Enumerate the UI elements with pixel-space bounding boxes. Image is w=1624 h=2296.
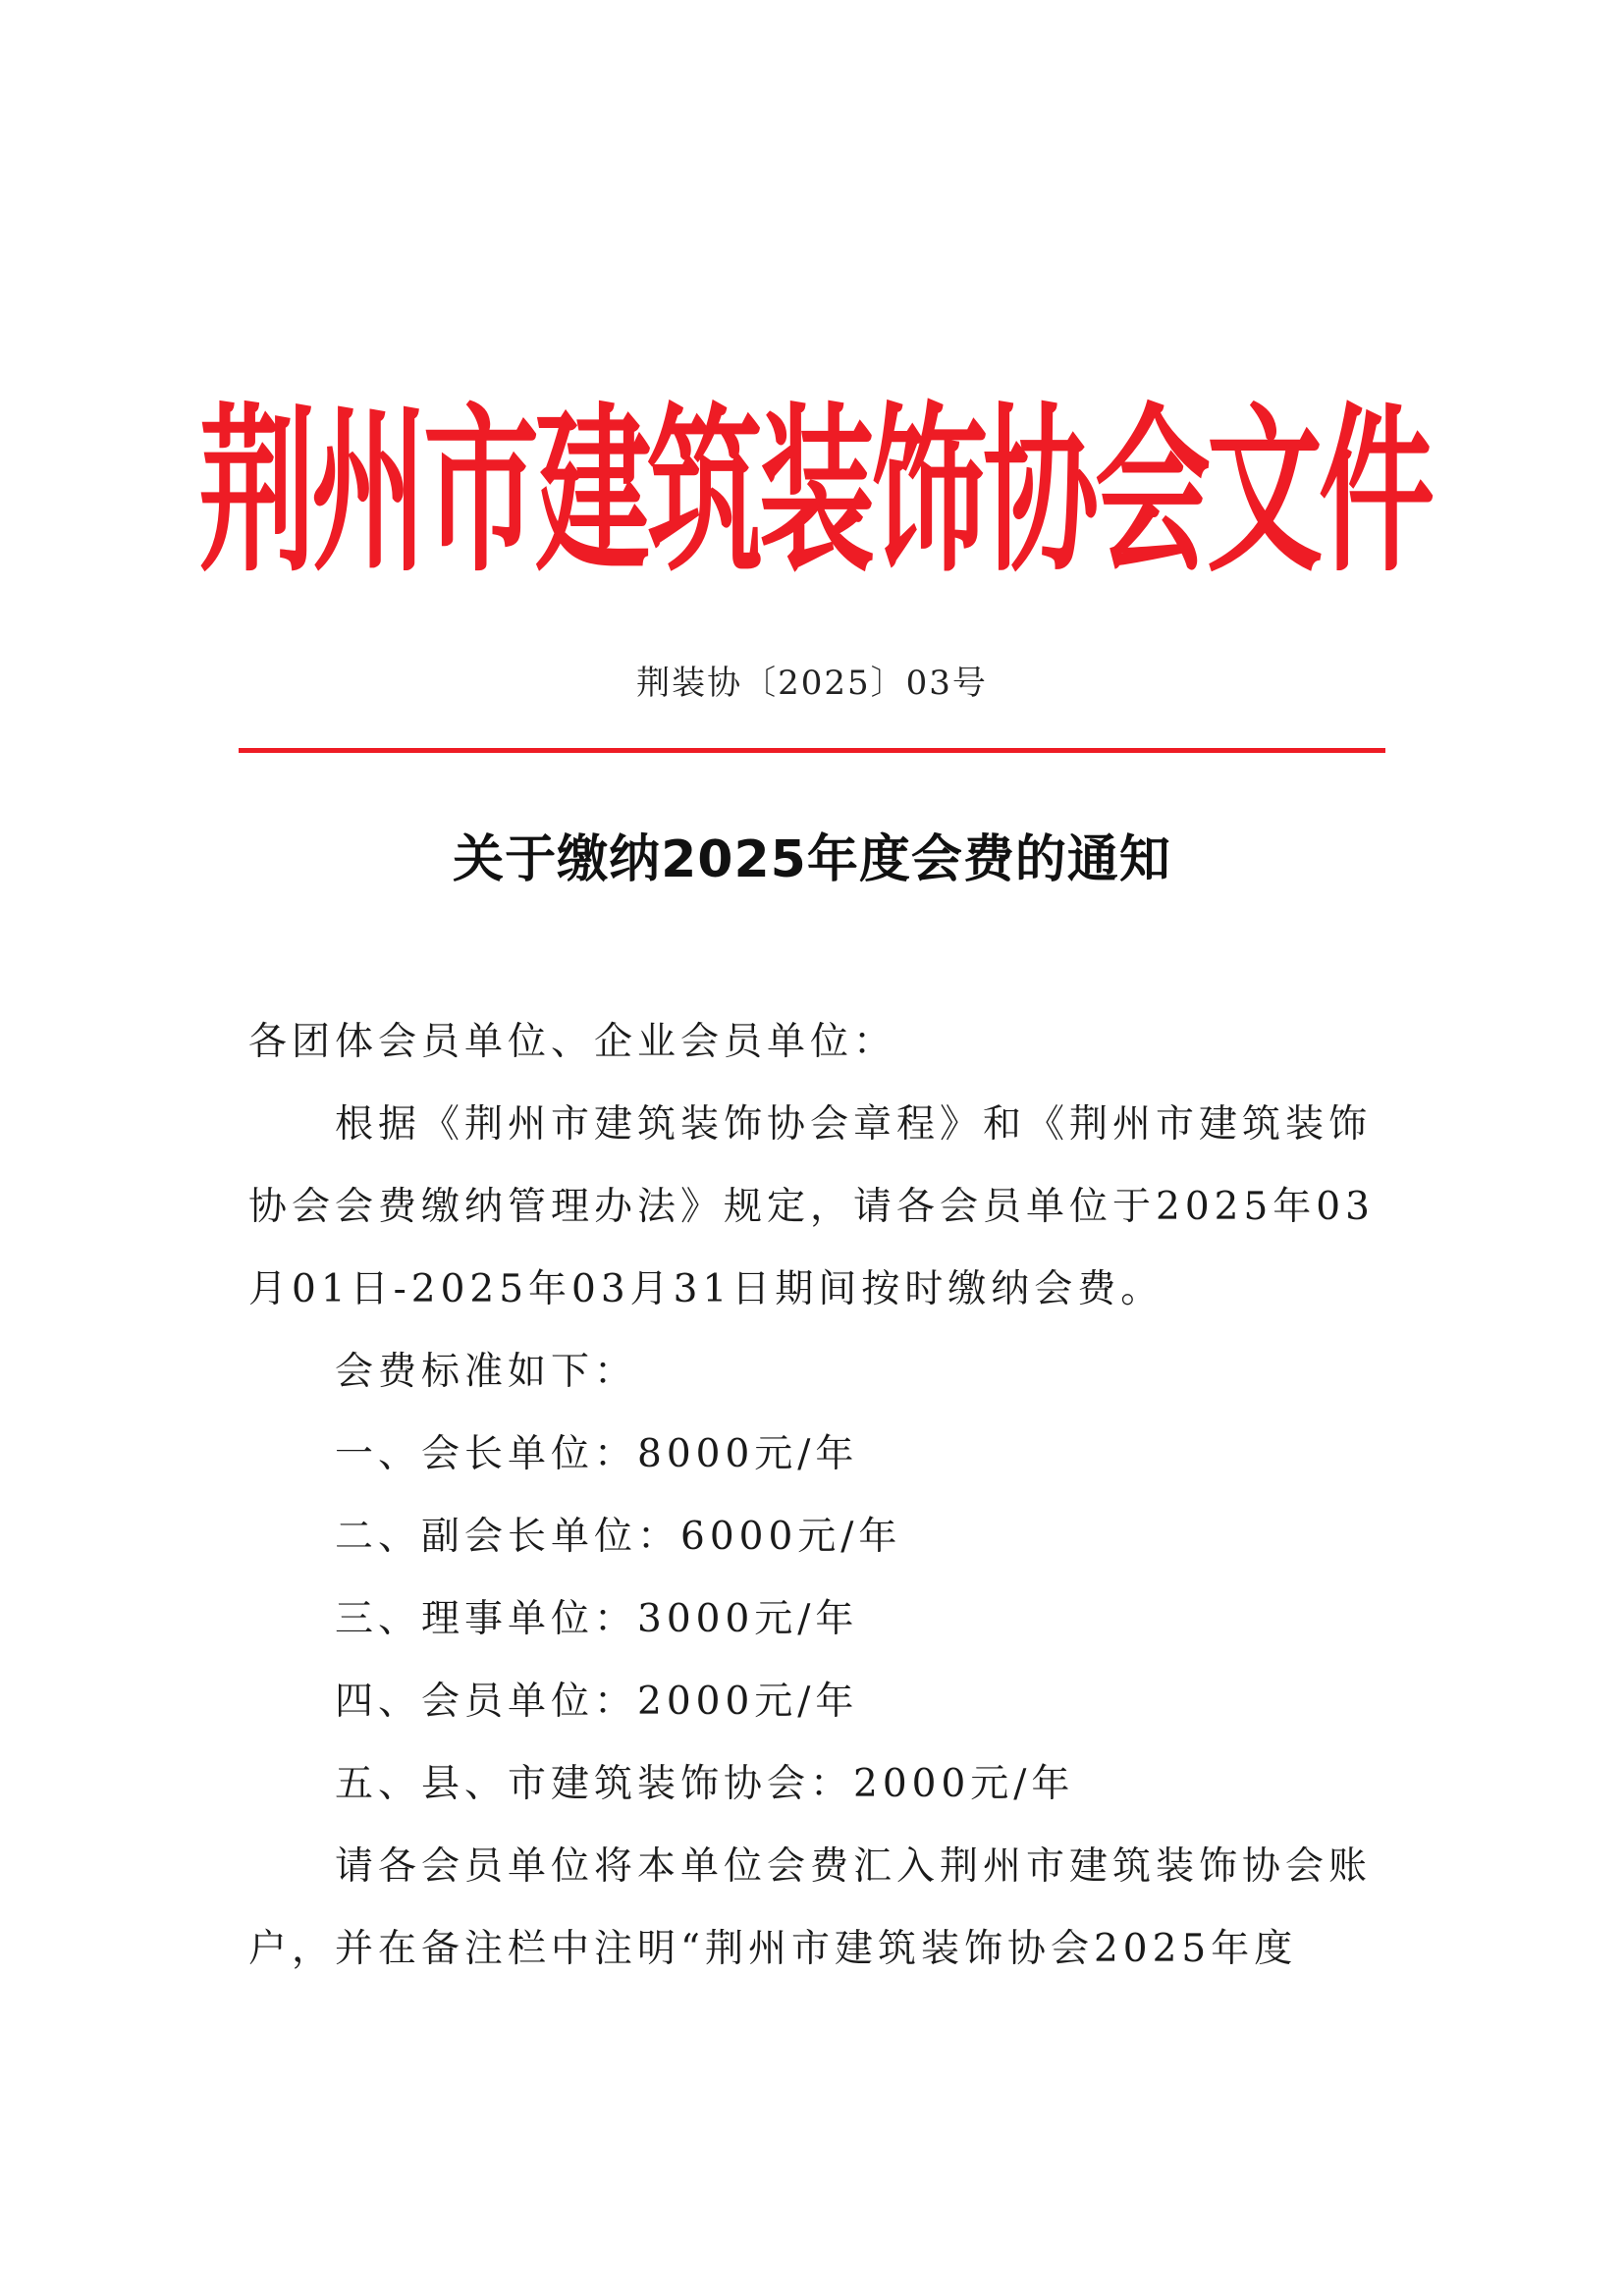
fee-item-vice-president: 二、副会长单位：6000元/年 [335, 1515, 902, 1559]
fee-item-member: 四、会员单位：2000元/年 [335, 1680, 859, 1724]
notice-body [248, 1001, 1397, 1991]
notice-title: 关于缴纳2025年度会费的通知 [453, 830, 1171, 889]
fee-item-county-association: 五、县、市建筑装饰协会：2000元/年 [335, 1762, 1075, 1806]
fee-intro: 会费标准如下： [335, 1350, 638, 1394]
paragraph-regulation: 根据《荆州市建筑装饰协会章程》和《荆州市建筑装饰协会会费缴纳管理办法》规定，请各会员单位于2025年03月01日-2025年03月31日期间按时缴纳会费。 [248, 1102, 1375, 1311]
fee-item-president: 一、会长单位：8000元/年 [335, 1432, 859, 1476]
paragraph-payment: 请各会员单位将本单位会费汇入荆州市建筑装饰协会账户，并在备注栏中注明“荆州市建筑装饰协会2025年度 [248, 1844, 1373, 1971]
salutation: 各团体会员单位、企业会员单位： [248, 1020, 897, 1064]
red-divider [239, 748, 1385, 753]
fee-item-director: 三、理事单位：3000元/年 [335, 1597, 859, 1641]
organization-header: 荆州市建筑装饰协会文件 [199, 386, 1432, 597]
document-number: 荆装协〔2025〕03号 [636, 664, 988, 703]
